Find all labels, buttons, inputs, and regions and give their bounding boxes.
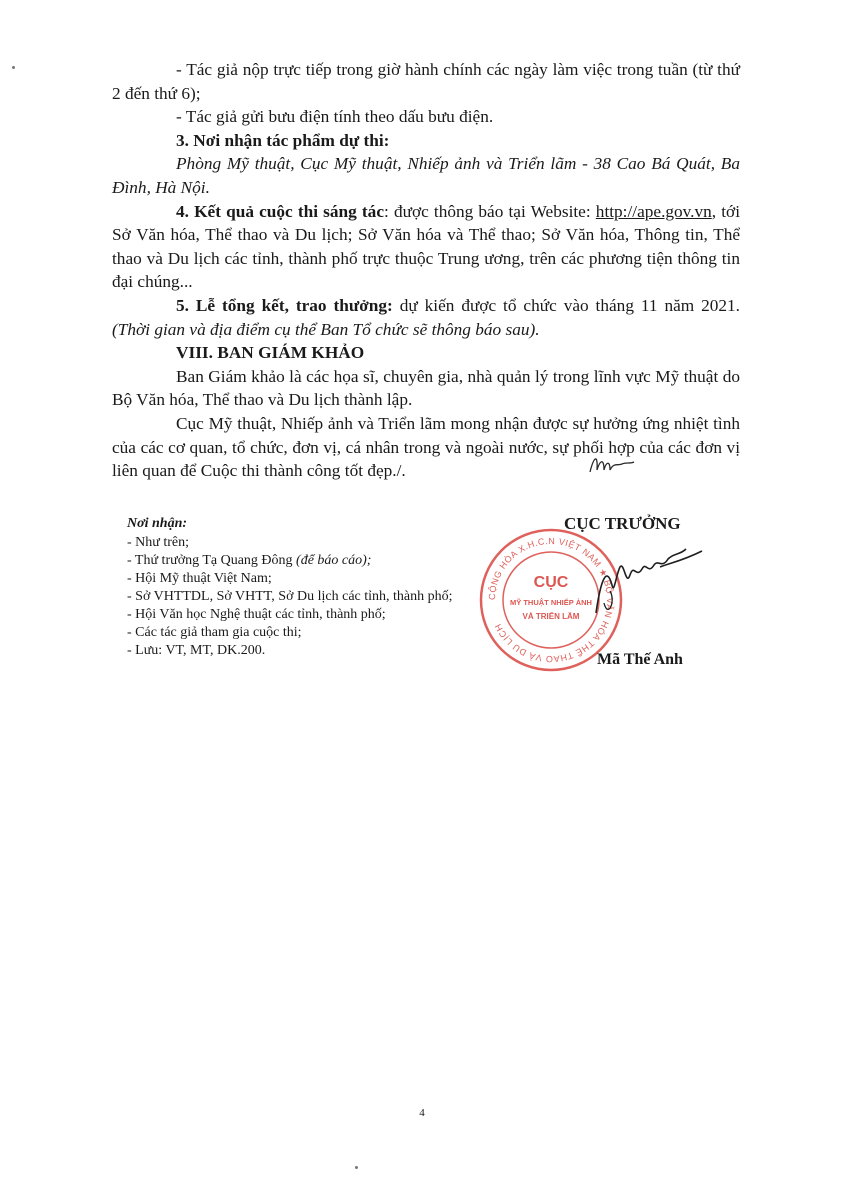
stamp-center-bot: VÀ TRIỂN LÃM <box>522 612 580 621</box>
paragraph-submission-direct: - Tác giả nộp trực tiếp trong giờ hành chính các ngày làm việc trong tuần (từ thứ 2 đến thứ 6); <box>112 60 740 103</box>
recipient-item-text: - Thứ trưởng Tạ Quang Đông <box>127 553 293 568</box>
ceremony-note: (Thời gian và địa điểm cụ thể Ban Tổ chức sẽ thông báo sau). <box>112 319 540 339</box>
recipient-item: - Như trên; <box>127 535 190 550</box>
handwritten-signature-icon <box>590 545 710 625</box>
stamp-center-top: CỤC <box>533 574 569 591</box>
page-number: 4 <box>419 1107 425 1119</box>
recipient-item: - Hội Văn học Nghệ thuật các tỉnh, thành phố; <box>127 607 386 622</box>
initials-signature-icon <box>588 452 636 478</box>
stamp-ring-text: CỘNG HÒA X.H.C.N VIỆT NAM ★ BỘ VĂN HÓA THỂ THAO VÀ DU LỊCH <box>486 535 616 665</box>
recipient-item: - Sở VHTTDL, Sở VHTT, Sở Du lịch các tỉnh, thành phố; <box>127 589 453 604</box>
results-text-post: , tới Sở Văn hóa, Thể thao và Du lịch; Sở Văn hóa và Thể thao; Sở Văn hóa, Thông tin, Thể thao và Du lịch các tỉnh, thành phố trực thuộc Trung ương, trên các phương tiện thông tin đại chúng... <box>112 201 741 292</box>
paragraph-submission-address: Phòng Mỹ thuật, Cục Mỹ thuật, Nhiếp ảnh và Triển lãm - 38 Cao Bá Quát, Ba Đình, Hà Nội. <box>112 154 740 197</box>
paragraph-results <box>112 200 740 294</box>
heading-submission-place: 3. Nơi nhận tác phẩm dự thi: <box>176 130 390 150</box>
ceremony-text: dự kiến được tổ chức vào tháng 11 năm 2021. <box>392 295 740 315</box>
recipient-item: - Các tác giả tham gia cuộc thi; <box>127 625 302 640</box>
website-link[interactable]: http://ape.gov.vn <box>595 201 712 221</box>
scan-speck <box>12 66 15 69</box>
recipients-block <box>127 515 457 660</box>
document-body <box>112 58 740 483</box>
recipient-item: - Hội Mỹ thuật Việt Nam; <box>127 571 272 586</box>
recipient-item: - Lưu: VT, MT, DK.200. <box>127 643 266 658</box>
recipients-list <box>127 534 457 660</box>
recipients-title: Nơi nhận: <box>127 516 188 531</box>
paragraph-submission-post: - Tác giả gửi bưu điện tính theo dấu bưu điện. <box>176 107 494 127</box>
stamp-center-mid: MỸ THUẬT NHIẾP ẢNH <box>510 598 592 607</box>
results-label: 4. Kết quả cuộc thi sáng tác <box>176 201 384 221</box>
paragraph-ceremony <box>112 294 740 341</box>
signer-name: Mã Thế Anh <box>597 651 683 668</box>
recipient-item <box>127 552 457 570</box>
paragraph-jury: Ban Giám khảo là các họa sĩ, chuyên gia, nhà quản lý trong lĩnh vực Mỹ thuật do Bộ Văn hóa, Thể thao và Du lịch thành lập. <box>112 366 740 410</box>
recipient-item-note: (để báo cáo); <box>296 553 372 568</box>
paragraph-closing: Cục Mỹ thuật, Nhiếp ảnh và Triển lãm mong nhận được sự hưởng ứng nhiệt tình của các cơ quan, tổ chức, đơn vị, cá nhân trong và ngoài nước, sự phối hợp của các đơn vị liên quan để Cuộc thi thành công tốt đẹp./. <box>112 413 740 481</box>
scan-speck <box>355 1166 358 1169</box>
signer-title: CỤC TRƯỞNG <box>564 514 681 533</box>
ceremony-label: 5. Lễ tổng kết, trao thưởng: <box>176 295 393 315</box>
section-heading-jury: VIII. BAN GIÁM KHẢO <box>176 343 365 363</box>
results-text-pre: : được thông báo tại Website: <box>384 201 596 221</box>
